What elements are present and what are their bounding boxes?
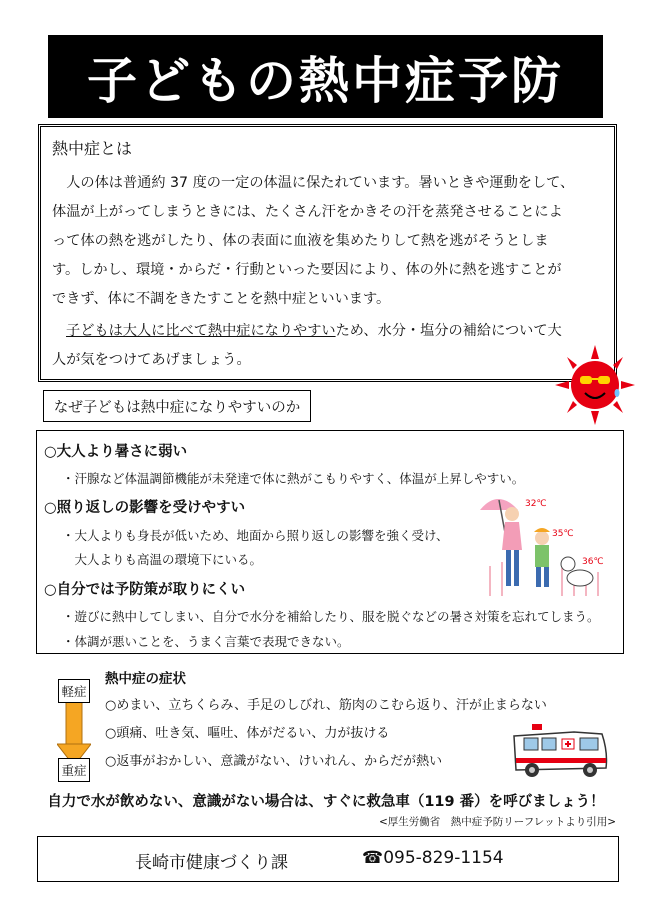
reason-heading: ○自分では予防策が取りにくい (44, 582, 246, 598)
reason-bullet: ・汗腺など体温調節機能が未発達で体に熱がこもりやすく、体温が上昇しやすい。 (62, 471, 525, 486)
why-label: なぜ子どもは熱中症になりやすいのか (43, 390, 311, 422)
symptom-item: ○めまい、立ちくらみ、手足のしびれ、筋肉のこむら返り、汗が止まらない (105, 698, 547, 713)
reason-bullet: ・大人よりも身長が低いため、地面から照り返しの影響を強く受け、 (62, 528, 449, 543)
citation: <厚生労働省 熱中症予防リーフレットより引用> (378, 816, 616, 828)
call-ambulance-text: 自力で水が飲めない、意識がない場合は、すぐに救急車（119 番）を呼びましょう！ (47, 794, 605, 810)
intro-line: できず、体に不調をきたすことを熱中症といいます。 (52, 291, 391, 307)
intro-heading: 熱中症とは (52, 139, 133, 158)
footer-department: 長崎市健康づくり課 (135, 853, 288, 873)
intro-line: す。しかし、環境・からだ・行動といった要因により、体の外に熱を逃すことが (52, 262, 562, 278)
footer-box (37, 836, 619, 882)
mild-label: 軽症 (58, 679, 90, 703)
intro-line: って体の熱を逃がしたり、体の表面に血液を集めたりして熱を逃がそうとしま (52, 233, 549, 249)
emphasis-underlined: 子どもは大人に比べて熱中症になりやすい (66, 323, 336, 339)
phone-number: 095-829-1154 (383, 848, 504, 868)
symptoms-title: 熱中症の症状 (105, 671, 186, 687)
intro-line: 人の体は普通約 37 度の一定の体温に保たれています。暑いときや運動をして、 (52, 175, 575, 191)
intro-line: 体温が上がってしまうときには、たくさん汗をかきその汗を蒸発させることによ (52, 204, 563, 220)
footer-phone (362, 848, 504, 868)
symptom-item: ○返事がおかしい、意識がない、けいれん、からだが熱い (105, 754, 443, 769)
reason-heading: ○大人より暑さに弱い (44, 444, 188, 460)
emphasis-rest: ため、水分・塩分の補給について大 (335, 323, 562, 339)
temp-child: 35℃ (552, 529, 574, 539)
sun-icon (553, 343, 637, 427)
temp-dog: 36℃ (582, 557, 604, 567)
symptom-item: ○頭痛、吐き気、嘔吐、体がだるい、力が抜ける (105, 726, 390, 741)
intro-emphasis-line (52, 317, 607, 345)
reason-bullet: ・遊びに熱中してしまい、自分で水分を補給したり、服を脱ぐなどの暑さ対策を忘れてしまう。 (62, 609, 600, 624)
intro-line: 人が気をつけてあげましょう。 (52, 352, 251, 368)
reason-bullet: ・体調が悪いことを、うまく言葉で表現できない。 (62, 634, 350, 649)
page-title: 子どもの熱中症予防 (48, 35, 603, 118)
phone-icon: ☎ (362, 848, 384, 868)
ambulance-icon (510, 722, 610, 780)
temperature-illustration (470, 488, 620, 600)
temp-adult: 32℃ (525, 499, 547, 509)
reason-bullet: 大人よりも高温の環境下にいる。 (62, 552, 263, 567)
severe-label: 重症 (58, 758, 90, 782)
reason-heading: ○照り返しの影響を受けやすい (44, 500, 246, 516)
